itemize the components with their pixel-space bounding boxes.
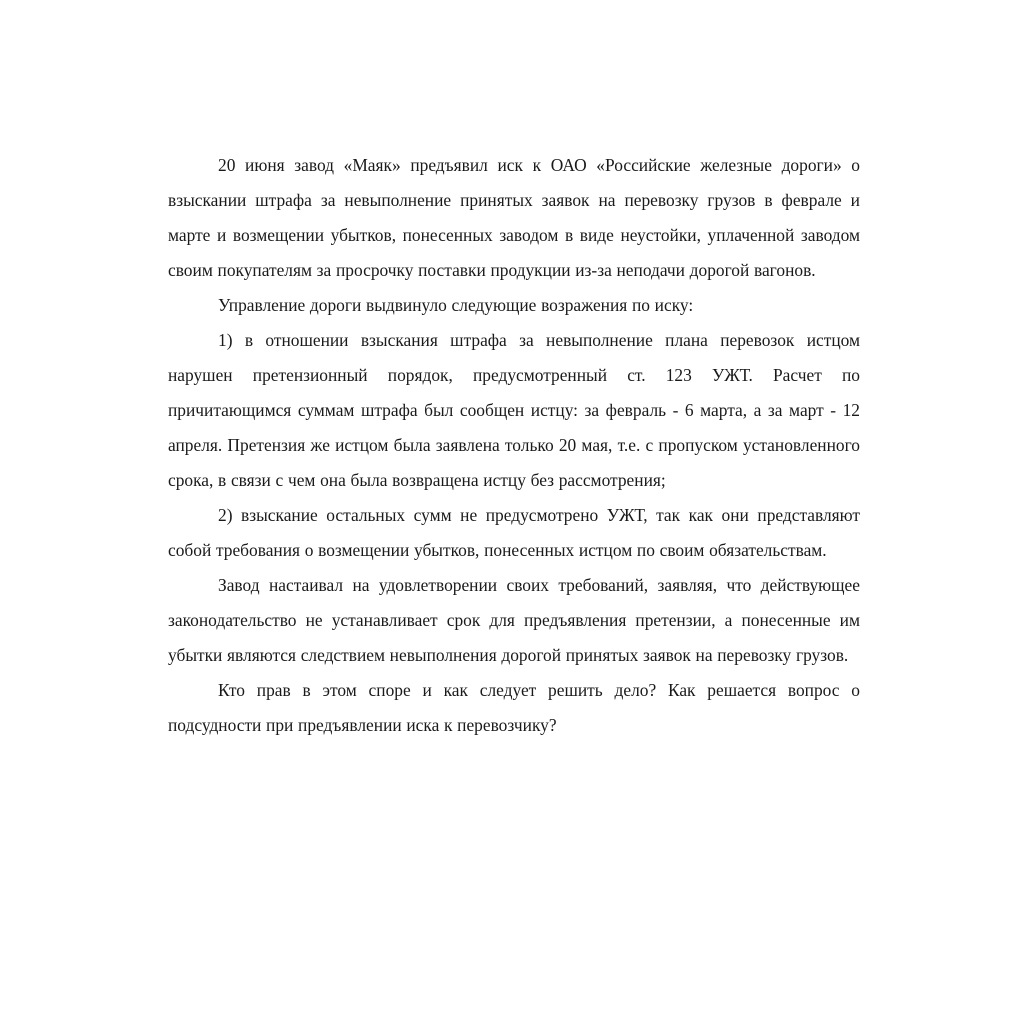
paragraph-objections-lead: Управление дороги выдвинуло следующие возражения по иску:	[218, 295, 694, 315]
paragraph-objection-1: 1) в отношении взыскания штрафа за невыполнение плана перевозок истцом нарушен претензионный порядок, предусмотренный ст. 123 УЖТ. Расчет по причитающимся суммам штрафа был сообщен истцу: за февраль - 6 марта, а за март - 12 апреля. Претензия же истцом была заявлена только 20 мая, т.е. с пропуском установленного срока, в связи с чем она была возвращена истцу без рассмотрения;	[168, 330, 860, 490]
paragraph-intro: 20 июня завод «Маяк» предъявил иск к ОАО «Российские железные дороги» о взыскании штрафа за невыполнение принятых заявок на перевозку грузов в феврале и марте и возмещении убытков, понесенных заводом в виде неустойки, уплаченной заводом своим покупателям за просрочку поставки продукции из-за неподачи дорогой вагонов.	[168, 155, 860, 280]
paragraph-plaintiff-position: Завод настаивал на удовлетворении своих требований, заявляя, что действующее законодательство не устанавливает срок для предъявления претензии, а понесенные им убытки являются следствием невыполнения дорогой принятых заявок на перевозку грузов.	[168, 575, 860, 665]
paragraph-questions: Кто прав в этом споре и как следует решить дело? Как решается вопрос о подсудности при предъявлении иска к перевозчику?	[168, 680, 860, 735]
paragraph-objection-2: 2) взыскание остальных сумм не предусмотрено УЖТ, так как они представляют собой требования о возмещении убытков, понесенных истцом по своим обязательствам.	[168, 505, 860, 560]
document-text-body	[168, 148, 860, 743]
